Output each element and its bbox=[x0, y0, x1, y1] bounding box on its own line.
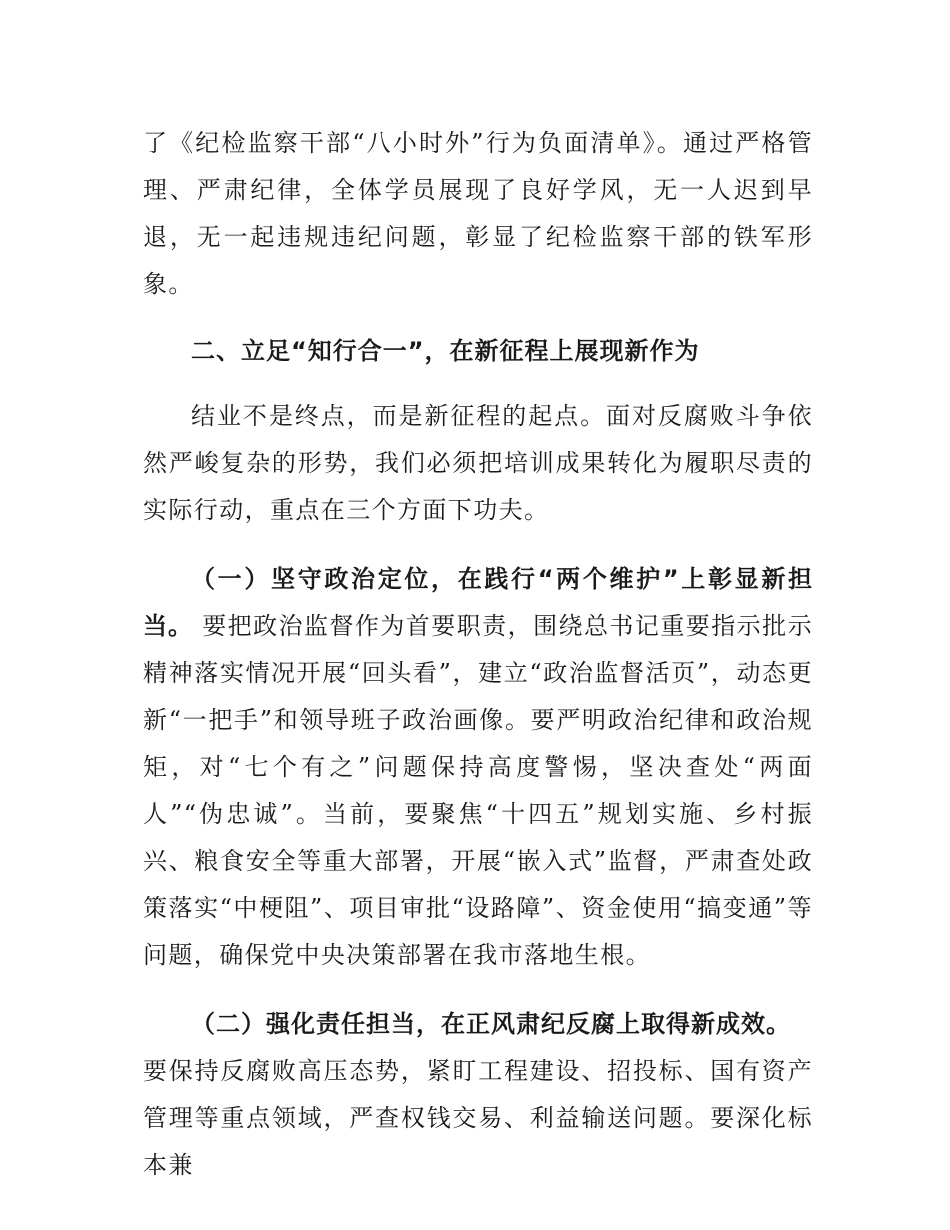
subsection-title-one: （一）坚守政治定位，在践行“两个维护”上彰显新担当。 bbox=[143, 565, 813, 640]
subsection-title-two: （二）强化责任担当，在正风肃纪反腐上取得新成效。 bbox=[191, 1010, 791, 1038]
paragraph-intro-continuation: 了《纪检监察干部“八小时外”行为负面清单》。通过严格管理、严肃纪律，全体学员展现了良好学风，无一人迟到早退，无一起违规违纪问题，彰显了纪检监察干部的铁军形象。 bbox=[143, 129, 813, 298]
paragraph-anti-corruption: 要保持反腐败高压态势，紧盯工程建设、招投标、国有资产管理等重点领域，严查权钱交易、利益输送问题。要深化标本兼 bbox=[143, 1057, 813, 1179]
paragraph-new-journey: 结业不是终点，而是新征程的起点。面对反腐败斗争依然严峻复杂的形势，我们必须把培训成果转化为履职尽责的实际行动，重点在三个方面下功夫。 bbox=[143, 402, 813, 524]
section-heading-two: 二、立足“知行合一”，在新征程上展现新作为 bbox=[191, 337, 700, 365]
subsection-body-one: 要把政治监督作为首要职责，围绕总书记重要指示批示精神落实情况开展“回头看”，建立“政治监督活页”，动态更新“一把手”和领导班子政治画像。要严明政治纪律和政治规矩，对“七个有之”问题保持高度警惕，坚决查处“两面人”“伪忠诚”。当前，要聚焦“十四五”规划实施、乡村振兴、粮食安全等重大部署，开展“嵌入式”监督，严肃查处政策落实“中梗阻”、项目审批“设路障”、资金使用“搞变通”等问题，确保党中央决策部署在我市落地生根。 bbox=[143, 612, 813, 969]
paragraph-political-position bbox=[143, 556, 813, 979]
document-body bbox=[143, 120, 813, 1189]
